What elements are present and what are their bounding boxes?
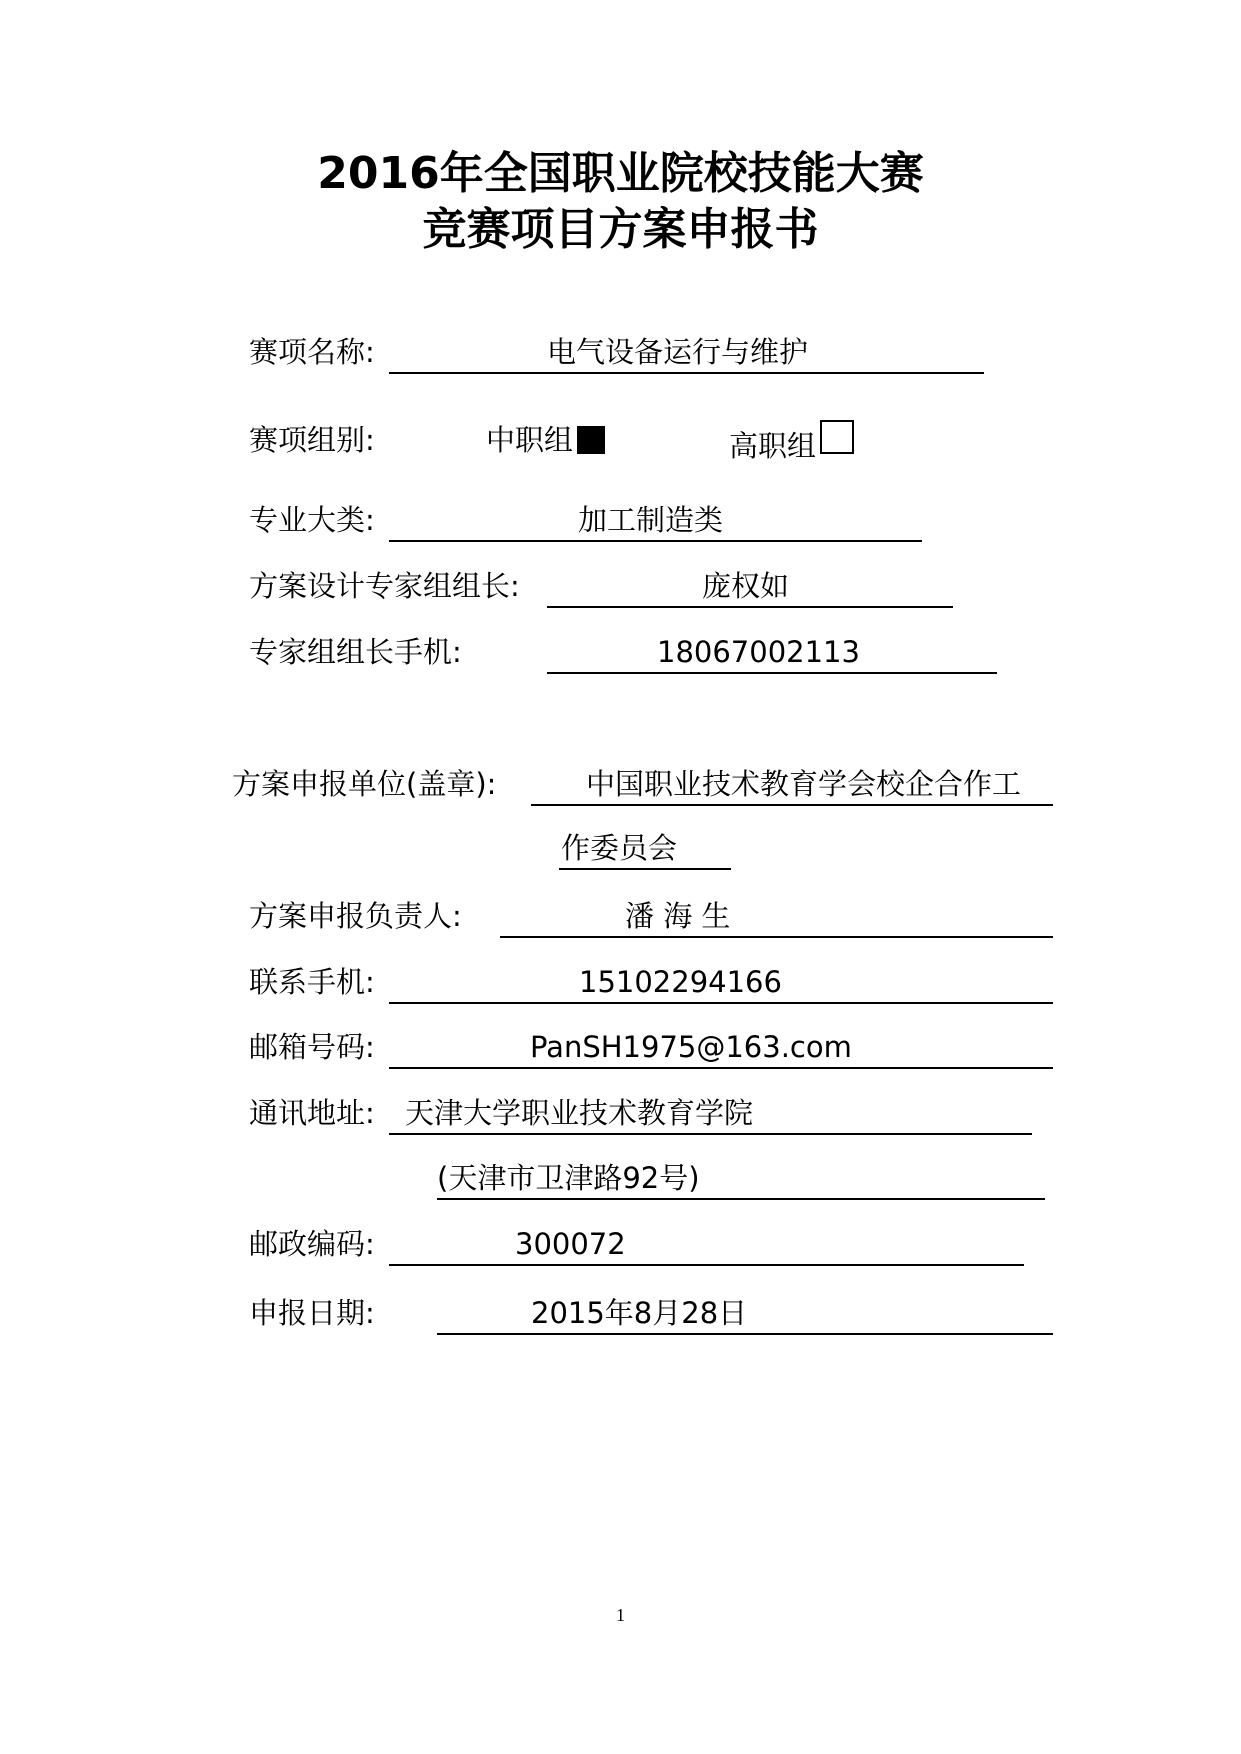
category-value: 加工制造类 bbox=[578, 503, 724, 537]
email-value: PanSH1975@163.com bbox=[530, 1030, 852, 1064]
address-field-line2 bbox=[437, 1158, 1045, 1200]
event-name-value: 电气设备运行与维护 bbox=[547, 335, 809, 369]
leader-label: 方案设计专家组组长: bbox=[249, 569, 520, 603]
group-option-secondary bbox=[486, 420, 605, 460]
phone-field bbox=[389, 962, 1053, 1004]
email-field bbox=[389, 1027, 1053, 1069]
postcode-label: 邮政编码: bbox=[249, 1227, 375, 1261]
address-label: 通讯地址: bbox=[249, 1096, 375, 1130]
group-label: 赛项组别: bbox=[249, 423, 375, 457]
date-field bbox=[437, 1293, 1053, 1335]
email-label: 邮箱号码: bbox=[249, 1030, 375, 1064]
phone-label: 联系手机: bbox=[249, 965, 375, 999]
responsible-value: 潘 海 生 bbox=[625, 899, 731, 933]
postcode-value: 300072 bbox=[515, 1227, 626, 1261]
responsible-label: 方案申报负责人: bbox=[249, 899, 462, 933]
group-option-higher bbox=[729, 420, 854, 466]
document-title-line2: 竞赛项目方案申报书 bbox=[422, 204, 819, 255]
phone-value: 15102294166 bbox=[579, 965, 782, 999]
unit-label: 方案申报单位(盖章): bbox=[232, 767, 497, 801]
address-field-line1 bbox=[389, 1093, 1032, 1135]
date-label: 申报日期: bbox=[249, 1296, 375, 1330]
event-name-label: 赛项名称: bbox=[249, 335, 375, 369]
unchecked-box-icon[interactable] bbox=[820, 420, 854, 454]
date-value: 2015年8月28日 bbox=[531, 1296, 748, 1330]
document-title-line1: 2016年全国职业院校技能大赛 bbox=[317, 148, 924, 199]
address-value-line1: 天津大学职业技术教育学院 bbox=[405, 1096, 754, 1130]
checked-box-icon[interactable] bbox=[577, 426, 605, 454]
leader-phone-field bbox=[547, 632, 997, 674]
category-label: 专业大类: bbox=[249, 503, 375, 537]
page-number: 1 bbox=[616, 1605, 625, 1625]
group-option-higher-label: 高职组 bbox=[729, 429, 817, 463]
group-option-secondary-label: 中职组 bbox=[486, 423, 574, 457]
unit-value-line1: 中国职业技术教育学会校企合作工 bbox=[586, 767, 1022, 801]
leader-value: 庞权如 bbox=[702, 569, 790, 603]
category-field bbox=[389, 500, 922, 542]
unit-field-line1 bbox=[531, 764, 1053, 806]
leader-phone-value: 18067002113 bbox=[657, 635, 860, 669]
leader-field bbox=[547, 566, 953, 608]
event-name-field bbox=[389, 332, 984, 374]
unit-value-line2: 作委员会 bbox=[561, 831, 678, 865]
responsible-field bbox=[500, 896, 1053, 938]
address-value-line2: (天津市卫津路92号) bbox=[437, 1161, 700, 1195]
unit-field-line2 bbox=[559, 828, 731, 870]
leader-phone-label: 专家组组长手机: bbox=[249, 635, 462, 669]
postcode-field bbox=[389, 1224, 1024, 1266]
